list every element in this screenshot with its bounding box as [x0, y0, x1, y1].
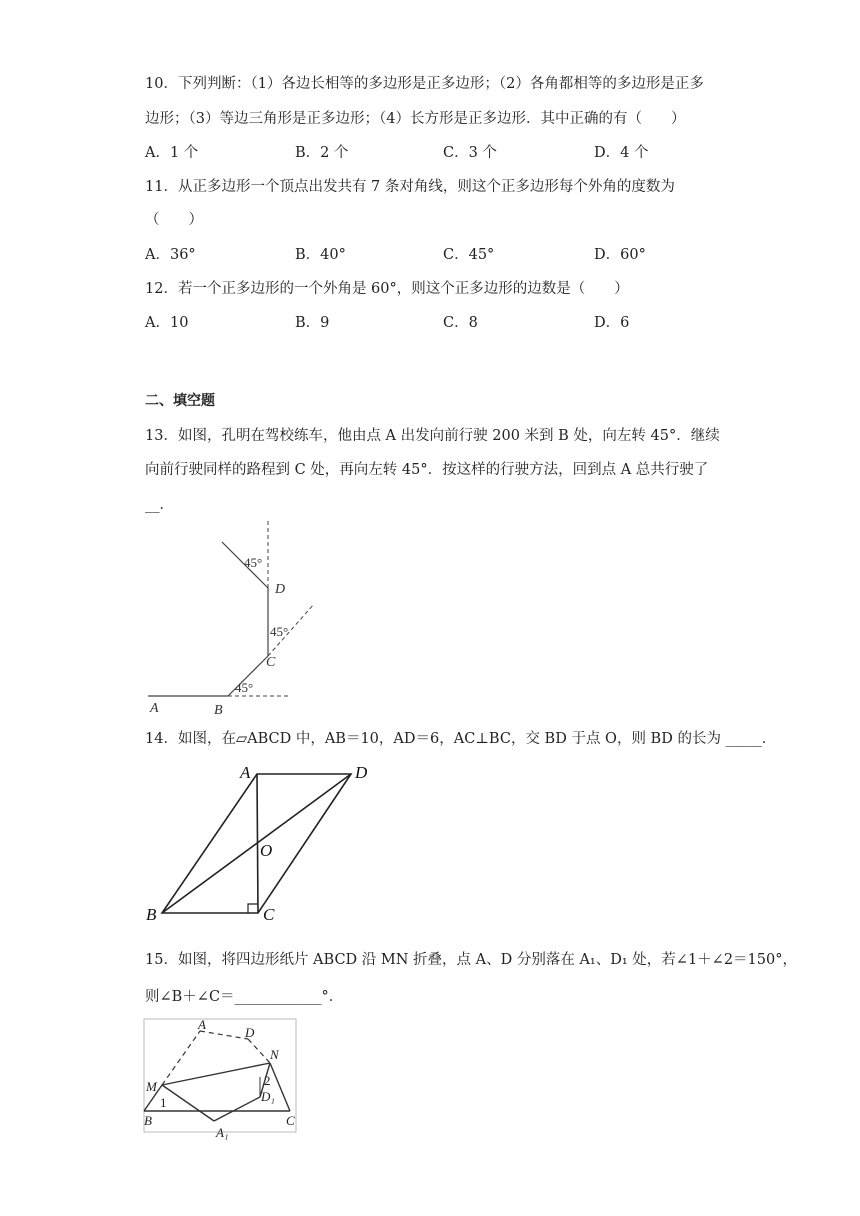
angle-label-b: 45° — [235, 680, 254, 695]
label-n: N — [270, 1047, 279, 1062]
q10-option-a: A．1 个 — [145, 145, 199, 161]
angle-label-d: 45° — [244, 555, 263, 570]
label-o: O — [260, 841, 273, 860]
section-title: 二、填空题 — [145, 393, 215, 409]
q11-option-c: C．45° — [443, 247, 495, 263]
q10-option-d: D．4 个 — [594, 145, 649, 161]
q13-line2: 向前行驶同样的路程到 C 处，再向左转 45°．按这样的行驶方法，回到点 A 总共行驶了 — [145, 462, 709, 478]
q11-line1: 11．从正多边形一个顶点出发共有 7 条对角线，则这个正多边形每个外角的度数为 — [145, 179, 675, 195]
label-d: D — [355, 763, 368, 782]
q12-option-d: D．6 — [594, 315, 630, 331]
q10-option-b: B．2 个 — [295, 145, 349, 161]
label-b: B — [214, 703, 223, 718]
label-m: M — [146, 1079, 157, 1094]
dashed-ad — [200, 1031, 248, 1039]
q13-line3: __． — [145, 497, 174, 513]
q12-option-c: C．8 — [443, 315, 478, 331]
label-a: A — [150, 701, 159, 716]
right-angle-mark — [248, 904, 258, 913]
dashed-dn — [248, 1039, 270, 1063]
q12-option-a: A．10 — [145, 315, 189, 331]
fold-line-mn — [162, 1063, 270, 1085]
angle-label-1: 1 — [160, 1095, 167, 1110]
label-a: A — [198, 1017, 206, 1032]
q11-option-d: D．60° — [594, 247, 646, 263]
q15-figure — [140, 1015, 302, 1140]
q10-line1: 10．下列判断：（1）各边长相等的多边形是正多边形；（2）各角都相等的多边形是正多 — [145, 76, 704, 92]
q11-option-b: B．40° — [295, 247, 346, 263]
label-b: B — [146, 905, 157, 924]
segment-a1d1 — [214, 1097, 260, 1121]
q14-figure — [140, 758, 380, 928]
label-d: D — [245, 1025, 255, 1040]
q13-figure — [140, 518, 320, 718]
figure-frame — [144, 1019, 296, 1132]
label-a: A — [240, 763, 251, 782]
segment-ma1 — [162, 1085, 214, 1121]
dashed-ma — [162, 1031, 200, 1085]
q15-line2: 则∠B＋∠C＝____________°． — [145, 989, 344, 1005]
q12-option-b: B．9 — [295, 315, 330, 331]
q10-line2: 边形；（3）等边三角形是正多边形；（4）长方形是正多边形．其中正确的有（ ） — [145, 111, 686, 127]
label-a1: A₁ — [216, 1125, 229, 1140]
angle-label-c: 45° — [270, 624, 289, 639]
q14-line1: 14．如图，在▱ABCD 中，AB＝10，AD＝6，AC⊥BC，交 BD 于点 O，则 BD 的长为 _____． — [145, 731, 777, 747]
q12-line1: 12．若一个正多边形的一个外角是 60°，则这个正多边形的边数是（ ） — [145, 281, 629, 297]
label-d: D — [275, 582, 286, 597]
q15-line1: 15．如图，将四边形纸片 ABCD 沿 MN 折叠，点 A、D 分别落在 A₁、D₁ 处，若∠1＋∠2＝150°， — [145, 952, 797, 968]
label-b: B — [144, 1113, 152, 1128]
label-c: C — [266, 655, 276, 670]
q11-line2: （ ） — [145, 212, 203, 228]
q13-line1: 13．如图，孔明在驾校练车，他由点 A 出发向前行驶 200 米到 B 处，向左转 45°．继续 — [145, 428, 720, 444]
label-c: C — [286, 1113, 295, 1128]
angle-label-2: 2 — [264, 1073, 271, 1088]
q10-option-c: C．3 个 — [443, 145, 497, 161]
label-d1: D₁ — [261, 1089, 275, 1104]
q11-option-a: A．36° — [145, 247, 196, 263]
label-c: C — [263, 905, 275, 924]
